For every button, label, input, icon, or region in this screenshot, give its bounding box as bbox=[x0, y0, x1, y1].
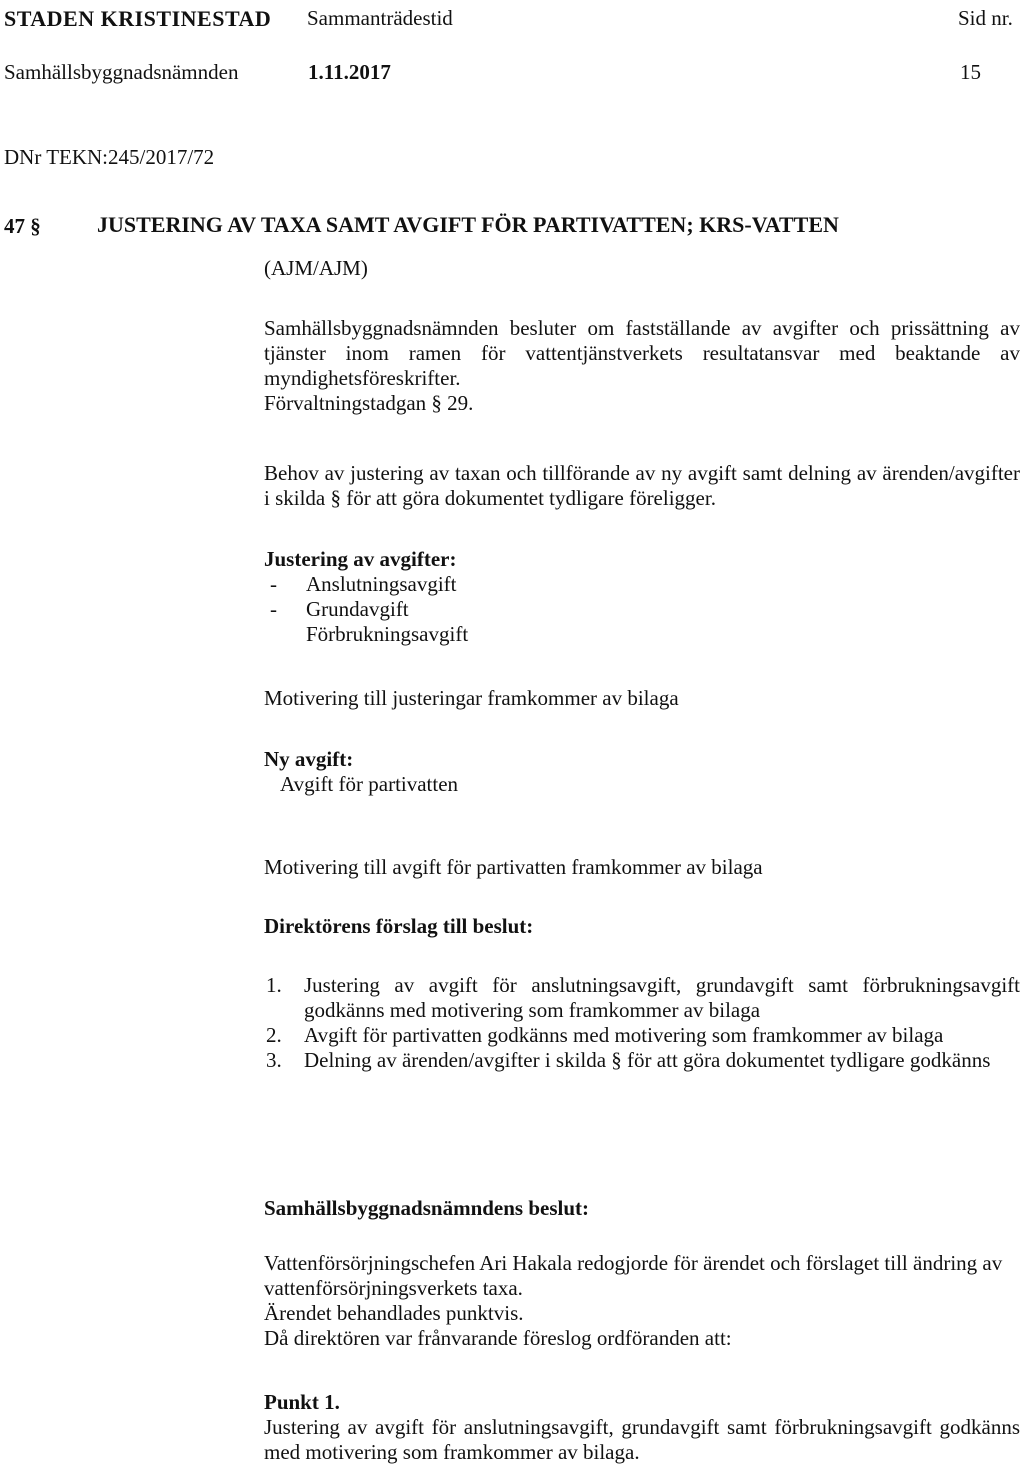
decision-heading: Samhällsbyggnadsnämndens beslut: bbox=[264, 1196, 590, 1220]
intro-block bbox=[264, 316, 1020, 416]
point-heading: Punkt 1. bbox=[264, 1390, 340, 1414]
decision-line: Då direktören var frånvarande föreslog ordföranden att: bbox=[264, 1326, 732, 1350]
preparer-initials: (AJM/AJM) bbox=[264, 256, 368, 280]
list-item: - Anslutningsavgift bbox=[270, 572, 457, 596]
diary-number: DNr TEKN:245/2017/72 bbox=[4, 145, 215, 169]
new-fee-block bbox=[264, 747, 1020, 797]
adjustments-motivation: Motivering till justeringar framkommer av bilaga bbox=[264, 686, 679, 710]
proposal-block bbox=[264, 973, 1020, 1073]
meeting-date: 1.11.2017 bbox=[308, 60, 391, 84]
list-item: - Grundavgift bbox=[270, 597, 409, 621]
adjustments-block bbox=[264, 547, 1020, 647]
section-title: JUSTERING AV TAXA SAMT AVGIFT FÖR PARTIVATTEN; KRS-VATTEN bbox=[97, 212, 839, 237]
decision-heading-block bbox=[264, 1196, 1020, 1221]
list-item: Förbrukningsavgift bbox=[306, 622, 469, 646]
preparer bbox=[264, 256, 1020, 281]
new-fee-item: Avgift för partivatten bbox=[280, 772, 459, 796]
need-block bbox=[264, 461, 1020, 511]
page-number: 15 bbox=[960, 60, 981, 84]
proposal-heading-block bbox=[264, 914, 1020, 939]
new-fee-heading: Ny avgift: bbox=[264, 747, 354, 771]
new-fee-motivation-block bbox=[264, 855, 1020, 880]
point-block bbox=[264, 1390, 1020, 1465]
list-item: 1. Justering av avgift för anslutningsavgift, grundavgift samt förbrukningsavgift godkänns med motivering som framkommer av bilaga bbox=[266, 973, 1020, 1022]
list-item: 2. Avgift för partivatten godkänns med motivering som framkommer av bilaga bbox=[266, 1023, 944, 1047]
list-item: 3. Delning av ärenden/avgifter i skilda § för att göra dokumentet tydligare godkänns bbox=[266, 1048, 991, 1072]
point-text: Justering av avgift för anslutningsavgift, grundavgift samt förbrukningsavgift godkänns med motivering som framkommer av bilaga. bbox=[264, 1415, 1020, 1464]
adjustments-heading: Justering av avgifter: bbox=[264, 547, 457, 571]
page-number-label: Sid nr. bbox=[958, 6, 1013, 30]
decision-line: Ärendet behandlades punktvis. bbox=[264, 1301, 524, 1325]
need-paragraph: Behov av justering av taxan och tillförande av ny avgift samt delning av ärenden/avgifter i skilda § för att göra dokumentet tydligare föreligger. bbox=[264, 461, 1020, 510]
body-name: Samhällsbyggnadsnämnden bbox=[4, 60, 239, 84]
proposal-heading: Direktörens förslag till beslut: bbox=[264, 914, 534, 938]
adjustments-motivation-block bbox=[264, 686, 1020, 711]
section-number: 47 § bbox=[4, 214, 41, 238]
decision-line: Vattenförsörjningschefen Ari Hakala redogjorde för ärendet och förslaget till ändring av vattenförsörjningsverkets taxa. bbox=[264, 1251, 1003, 1300]
adjustments-list bbox=[264, 572, 1020, 647]
organization-name: STADEN KRISTINESTAD bbox=[4, 6, 272, 31]
new-fee-motivation: Motivering till avgift för partivatten framkommer av bilaga bbox=[264, 855, 763, 879]
intro-reference: Förvaltningstadgan § 29. bbox=[264, 391, 474, 415]
intro-paragraph: Samhällsbyggnadsnämnden besluter om fastställande av avgifter och prissättning av tjänster inom ramen för vattentjänstverkets resultatansvar med beaktande av myndighetsföreskrifter. bbox=[264, 316, 1020, 390]
meeting-time-label: Sammanträdestid bbox=[307, 6, 453, 30]
proposal-list bbox=[264, 973, 1020, 1073]
decision-block bbox=[264, 1251, 1020, 1351]
